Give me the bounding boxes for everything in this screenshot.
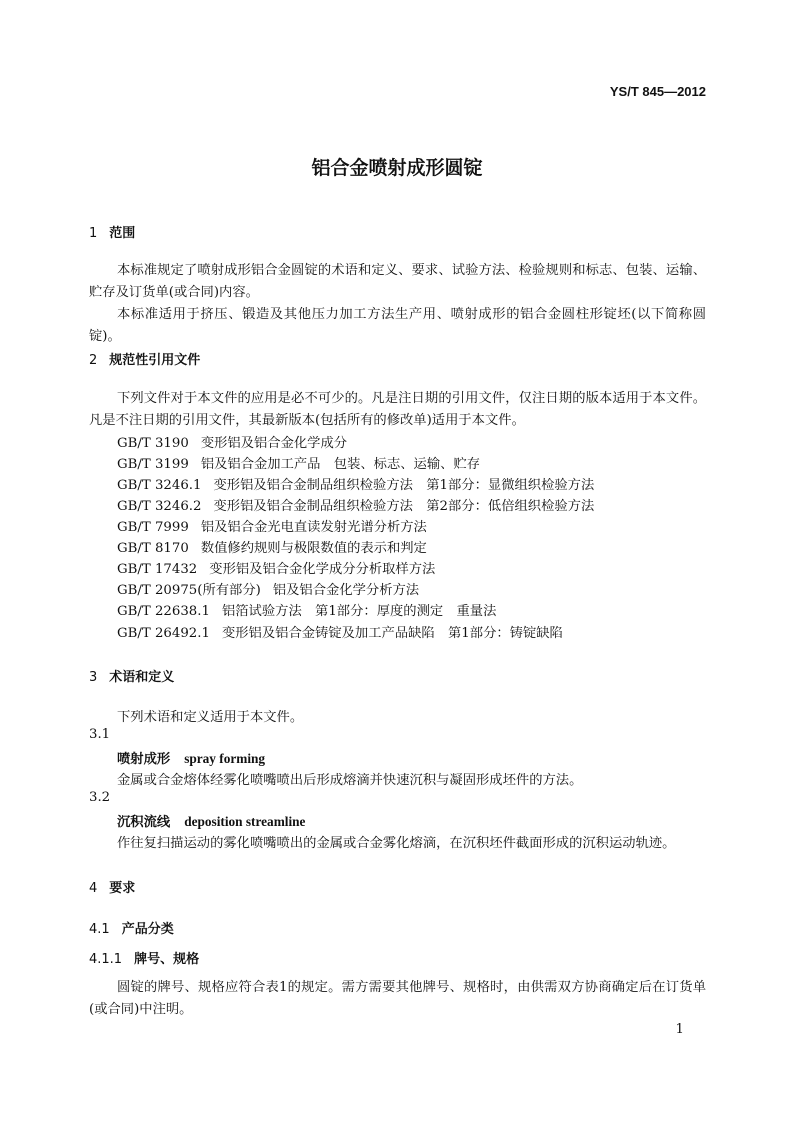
reference-item — [117, 516, 427, 535]
section-number: 3 — [89, 670, 98, 685]
section-title: 产品分类 — [121, 922, 174, 937]
section-1-paragraph-2: 本标准适用于挤压、锻造及其他压力加工方法生产用、喷射成形的铝合金圆柱形锭坯(以下简称圆锭)。 — [89, 307, 706, 344]
document-title: 铝合金喷射成形圆锭 — [311, 157, 483, 179]
section-4-1-heading — [89, 918, 174, 937]
term-heading — [117, 748, 265, 767]
reference-item — [117, 600, 496, 619]
reference-code: GB/T 17432 — [117, 562, 198, 577]
reference-title: 变形铝及铝合金制品组织检验方法 第2部分：低倍组织检验方法 — [213, 499, 595, 514]
term-number: 3.1 — [89, 727, 111, 742]
reference-code: GB/T 3199 — [117, 457, 189, 472]
standard-number: YS/T 845—2012 — [609, 84, 706, 99]
section-1-paragraph-1: 本标准规定了喷射成形铝合金圆锭的术语和定义、要求、试验方法、检验规则和标志、包装、运输、贮存及订货单(或合同)内容。 — [89, 263, 706, 300]
section-4-1-1-heading — [89, 948, 199, 967]
reference-title: 变形铝及铝合金制品组织检验方法 第1部分：显微组织检验方法 — [213, 478, 595, 493]
reference-code: GB/T 3246.2 — [117, 499, 202, 514]
reference-title: 变形铝及铝合金化学成分分析取样方法 — [209, 562, 436, 577]
reference-item — [117, 579, 419, 598]
reference-code: GB/T 26492.1 — [117, 626, 210, 641]
reference-item — [117, 453, 480, 472]
section-number: 4 — [89, 881, 98, 896]
section-title: 牌号、规格 — [134, 952, 200, 967]
term-zh: 沉积流线 — [117, 815, 171, 830]
section-number: 1 — [89, 226, 98, 241]
reference-title: 数值修约规则与极限数值的表示和判定 — [200, 541, 427, 556]
reference-item — [117, 495, 594, 514]
section-2-heading — [89, 349, 200, 368]
reference-item — [117, 537, 427, 556]
page-number: 1 — [675, 1022, 684, 1037]
term-en: deposition streamline — [184, 814, 306, 829]
section-title: 规范性引用文件 — [109, 353, 201, 368]
term-heading — [117, 811, 305, 830]
section-number: 4.1.1 — [89, 952, 123, 967]
term-definition: 金属或合金熔体经雾化喷嘴喷出后形成熔滴并快速沉积与凝固形成坯件的方法。 — [117, 773, 583, 788]
reference-code: GB/T 3190 — [117, 436, 189, 451]
reference-code: GB/T 3246.1 — [117, 478, 202, 493]
term-definition: 作往复扫描运动的雾化喷嘴喷出的金属或合金雾化熔滴，在沉积坯件截面形成的沉积运动轨迹。 — [117, 836, 676, 851]
section-1-heading — [89, 222, 135, 241]
section-3-intro: 下列术语和定义适用于本文件。 — [117, 710, 304, 725]
reference-code: GB/T 22638.1 — [117, 604, 210, 619]
reference-item — [117, 558, 435, 577]
section-2-paragraph: 下列文件对于本文件的应用是必不可少的。凡是注日期的引用文件，仅注日期的版本适用于本文件。凡是不注日期的引用文件，其最新版本(包括所有的修改单)适用于本文件。 — [89, 391, 706, 428]
reference-code: GB/T 7999 — [117, 520, 189, 535]
term-number: 3.2 — [89, 790, 111, 805]
reference-item — [117, 474, 594, 493]
term-zh: 喷射成形 — [117, 752, 171, 767]
section-4-1-1-paragraph: 圆锭的牌号、规格应符合表1的规定。需方需要其他牌号、规格时，由供需双方协商确定后在订货单(或合同)中注明。 — [89, 980, 706, 1017]
reference-title: 变形铝及铝合金化学成分 — [200, 436, 348, 451]
reference-title: 铝及铝合金加工产品 包装、标志、运输、贮存 — [200, 457, 481, 472]
section-number: 2 — [89, 353, 98, 368]
section-number: 4.1 — [89, 922, 110, 937]
reference-code: GB/T 20975(所有部分) — [117, 583, 261, 598]
reference-title: 铝箔试验方法 第1部分：厚度的测定 重量法 — [221, 604, 497, 619]
reference-title: 铝及铝合金化学分析方法 — [272, 583, 420, 598]
section-title: 术语和定义 — [109, 670, 175, 685]
reference-title: 变形铝及铝合金铸锭及加工产品缺陷 第1部分：铸锭缺陷 — [221, 626, 563, 641]
reference-title: 铝及铝合金光电直读发射光谱分析方法 — [200, 520, 427, 535]
reference-item — [117, 622, 563, 641]
term-en: spray forming — [184, 751, 266, 766]
section-title: 范围 — [109, 226, 136, 241]
section-4-heading — [89, 877, 135, 896]
reference-item — [117, 432, 347, 451]
section-3-heading — [89, 666, 174, 685]
section-title: 要求 — [109, 881, 136, 896]
reference-code: GB/T 8170 — [117, 541, 189, 556]
